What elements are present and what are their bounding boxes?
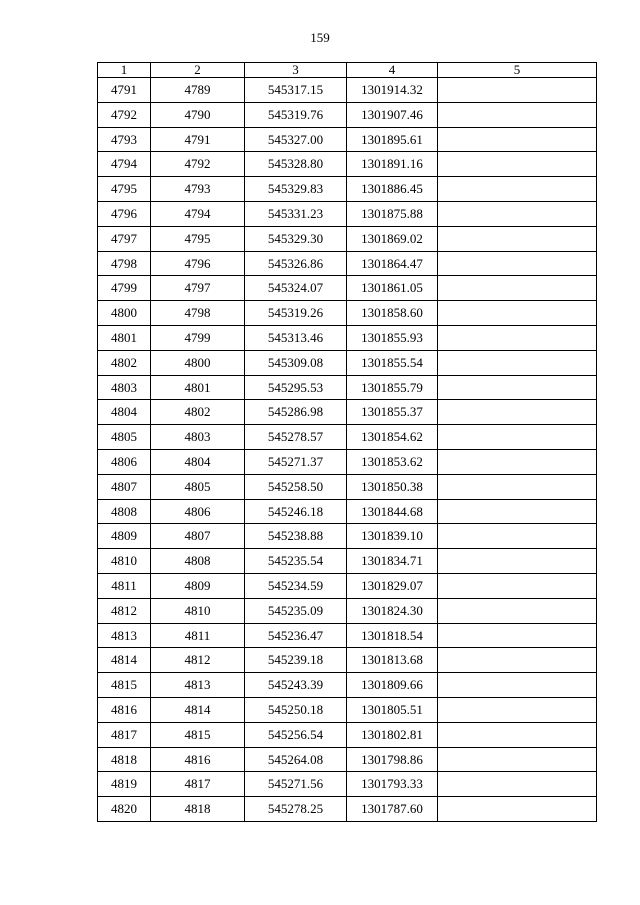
x-coordinate-cell: 545328.80 [245,152,347,177]
point-number-cell: 4805 [98,425,151,450]
y-coordinate-cell: 1301854.62 [347,425,438,450]
y-coordinate-cell: 1301818.54 [347,623,438,648]
table-row [98,598,597,623]
y-coordinate-cell: 1301809.66 [347,673,438,698]
x-coordinate-cell: 545234.59 [245,573,347,598]
y-coordinate-cell: 1301886.45 [347,177,438,202]
prev-point-number-cell: 4803 [151,425,245,450]
note-cell [438,127,597,152]
point-number-cell: 4813 [98,623,151,648]
x-coordinate-cell: 545313.46 [245,325,347,350]
point-number-cell: 4803 [98,375,151,400]
table-row [98,177,597,202]
prev-point-number-cell: 4805 [151,474,245,499]
table-row [98,127,597,152]
note-cell [438,797,597,822]
x-coordinate-cell: 545238.88 [245,524,347,549]
prev-point-number-cell: 4809 [151,573,245,598]
header-cell-5: 5 [438,63,597,78]
prev-point-number-cell: 4793 [151,177,245,202]
table-row [98,201,597,226]
point-number-cell: 4819 [98,772,151,797]
note-cell [438,78,597,103]
y-coordinate-cell: 1301787.60 [347,797,438,822]
prev-point-number-cell: 4804 [151,449,245,474]
table-row [98,375,597,400]
x-coordinate-cell: 545319.76 [245,102,347,127]
table-row [98,697,597,722]
prev-point-number-cell: 4792 [151,152,245,177]
x-coordinate-cell: 545271.37 [245,449,347,474]
x-coordinate-cell: 545256.54 [245,722,347,747]
y-coordinate-cell: 1301829.07 [347,573,438,598]
point-number-cell: 4797 [98,226,151,251]
note-cell [438,573,597,598]
table-row [98,449,597,474]
y-coordinate-cell: 1301853.62 [347,449,438,474]
y-coordinate-cell: 1301855.37 [347,400,438,425]
x-coordinate-cell: 545239.18 [245,648,347,673]
note-cell [438,474,597,499]
table-row [98,350,597,375]
point-number-cell: 4809 [98,524,151,549]
point-number-cell: 4818 [98,747,151,772]
y-coordinate-cell: 1301907.46 [347,102,438,127]
header-row [98,63,597,78]
y-coordinate-cell: 1301834.71 [347,549,438,574]
point-number-cell: 4812 [98,598,151,623]
table-row [98,499,597,524]
point-number-cell: 4800 [98,301,151,326]
point-number-cell: 4798 [98,251,151,276]
point-number-cell: 4806 [98,449,151,474]
x-coordinate-cell: 545326.86 [245,251,347,276]
y-coordinate-cell: 1301813.68 [347,648,438,673]
prev-point-number-cell: 4799 [151,325,245,350]
note-cell [438,177,597,202]
header-cell-1: 1 [98,63,151,78]
prev-point-number-cell: 4798 [151,301,245,326]
x-coordinate-cell: 545264.08 [245,747,347,772]
y-coordinate-cell: 1301869.02 [347,226,438,251]
coordinates-table [97,62,597,822]
y-coordinate-cell: 1301864.47 [347,251,438,276]
point-number-cell: 4795 [98,177,151,202]
x-coordinate-cell: 545235.54 [245,549,347,574]
note-cell [438,226,597,251]
point-number-cell: 4820 [98,797,151,822]
note-cell [438,251,597,276]
x-coordinate-cell: 545329.83 [245,177,347,202]
note-cell [438,350,597,375]
x-coordinate-cell: 545246.18 [245,499,347,524]
prev-point-number-cell: 4791 [151,127,245,152]
table-header [98,63,597,78]
table-row [98,425,597,450]
note-cell [438,648,597,673]
table-row [98,524,597,549]
note-cell [438,400,597,425]
y-coordinate-cell: 1301914.32 [347,78,438,103]
point-number-cell: 4810 [98,549,151,574]
x-coordinate-cell: 545271.56 [245,772,347,797]
x-coordinate-cell: 545258.50 [245,474,347,499]
table-row [98,276,597,301]
prev-point-number-cell: 4795 [151,226,245,251]
x-coordinate-cell: 545324.07 [245,276,347,301]
table-row [98,301,597,326]
y-coordinate-cell: 1301802.81 [347,722,438,747]
prev-point-number-cell: 4807 [151,524,245,549]
prev-point-number-cell: 4811 [151,623,245,648]
point-number-cell: 4793 [98,127,151,152]
prev-point-number-cell: 4802 [151,400,245,425]
note-cell [438,499,597,524]
x-coordinate-cell: 545309.08 [245,350,347,375]
x-coordinate-cell: 545278.57 [245,425,347,450]
y-coordinate-cell: 1301824.30 [347,598,438,623]
prev-point-number-cell: 4812 [151,648,245,673]
point-number-cell: 4816 [98,697,151,722]
y-coordinate-cell: 1301858.60 [347,301,438,326]
y-coordinate-cell: 1301855.79 [347,375,438,400]
table-row [98,152,597,177]
note-cell [438,524,597,549]
note-cell [438,375,597,400]
prev-point-number-cell: 4813 [151,673,245,698]
note-cell [438,152,597,177]
point-number-cell: 4799 [98,276,151,301]
note-cell [438,747,597,772]
table-row [98,747,597,772]
table-row [98,797,597,822]
y-coordinate-cell: 1301793.33 [347,772,438,797]
table-row [98,648,597,673]
note-cell [438,276,597,301]
point-number-cell: 4808 [98,499,151,524]
table-row [98,251,597,276]
point-number-cell: 4791 [98,78,151,103]
table-row [98,673,597,698]
note-cell [438,598,597,623]
prev-point-number-cell: 4797 [151,276,245,301]
point-number-cell: 4814 [98,648,151,673]
point-number-cell: 4811 [98,573,151,598]
point-number-cell: 4796 [98,201,151,226]
x-coordinate-cell: 545317.15 [245,78,347,103]
prev-point-number-cell: 4808 [151,549,245,574]
prev-point-number-cell: 4806 [151,499,245,524]
x-coordinate-cell: 545278.25 [245,797,347,822]
note-cell [438,102,597,127]
x-coordinate-cell: 545295.53 [245,375,347,400]
y-coordinate-cell: 1301895.61 [347,127,438,152]
page-number: 159 [310,30,330,45]
prev-point-number-cell: 4810 [151,598,245,623]
table-row [98,325,597,350]
table-row [98,772,597,797]
table-row [98,226,597,251]
prev-point-number-cell: 4790 [151,102,245,127]
y-coordinate-cell: 1301891.16 [347,152,438,177]
y-coordinate-cell: 1301855.93 [347,325,438,350]
point-number-cell: 4801 [98,325,151,350]
y-coordinate-cell: 1301875.88 [347,201,438,226]
prev-point-number-cell: 4794 [151,201,245,226]
note-cell [438,201,597,226]
point-number-cell: 4792 [98,102,151,127]
prev-point-number-cell: 4801 [151,375,245,400]
x-coordinate-cell: 545286.98 [245,400,347,425]
point-number-cell: 4815 [98,673,151,698]
point-number-cell: 4802 [98,350,151,375]
note-cell [438,549,597,574]
prev-point-number-cell: 4815 [151,722,245,747]
x-coordinate-cell: 545236.47 [245,623,347,648]
note-cell [438,449,597,474]
y-coordinate-cell: 1301798.86 [347,747,438,772]
point-number-cell: 4807 [98,474,151,499]
x-coordinate-cell: 545243.39 [245,673,347,698]
y-coordinate-cell: 1301850.38 [347,474,438,499]
note-cell [438,325,597,350]
table-row [98,102,597,127]
x-coordinate-cell: 545327.00 [245,127,347,152]
prev-point-number-cell: 4800 [151,350,245,375]
table-row [98,549,597,574]
note-cell [438,722,597,747]
table-row [98,573,597,598]
prev-point-number-cell: 4817 [151,772,245,797]
prev-point-number-cell: 4789 [151,78,245,103]
note-cell [438,697,597,722]
point-number-cell: 4794 [98,152,151,177]
table-row [98,400,597,425]
y-coordinate-cell: 1301861.05 [347,276,438,301]
table-row [98,722,597,747]
x-coordinate-cell: 545329.30 [245,226,347,251]
x-coordinate-cell: 545319.26 [245,301,347,326]
x-coordinate-cell: 545235.09 [245,598,347,623]
table-row [98,474,597,499]
prev-point-number-cell: 4814 [151,697,245,722]
note-cell [438,673,597,698]
note-cell [438,301,597,326]
y-coordinate-cell: 1301805.51 [347,697,438,722]
y-coordinate-cell: 1301839.10 [347,524,438,549]
prev-point-number-cell: 4818 [151,797,245,822]
point-number-cell: 4817 [98,722,151,747]
x-coordinate-cell: 545250.18 [245,697,347,722]
x-coordinate-cell: 545331.23 [245,201,347,226]
y-coordinate-cell: 1301855.54 [347,350,438,375]
header-cell-2: 2 [151,63,245,78]
note-cell [438,425,597,450]
table-body [98,78,597,822]
point-number-cell: 4804 [98,400,151,425]
header-cell-3: 3 [245,63,347,78]
note-cell [438,772,597,797]
prev-point-number-cell: 4796 [151,251,245,276]
y-coordinate-cell: 1301844.68 [347,499,438,524]
table-row [98,78,597,103]
prev-point-number-cell: 4816 [151,747,245,772]
note-cell [438,623,597,648]
table-row [98,623,597,648]
header-cell-4: 4 [347,63,438,78]
